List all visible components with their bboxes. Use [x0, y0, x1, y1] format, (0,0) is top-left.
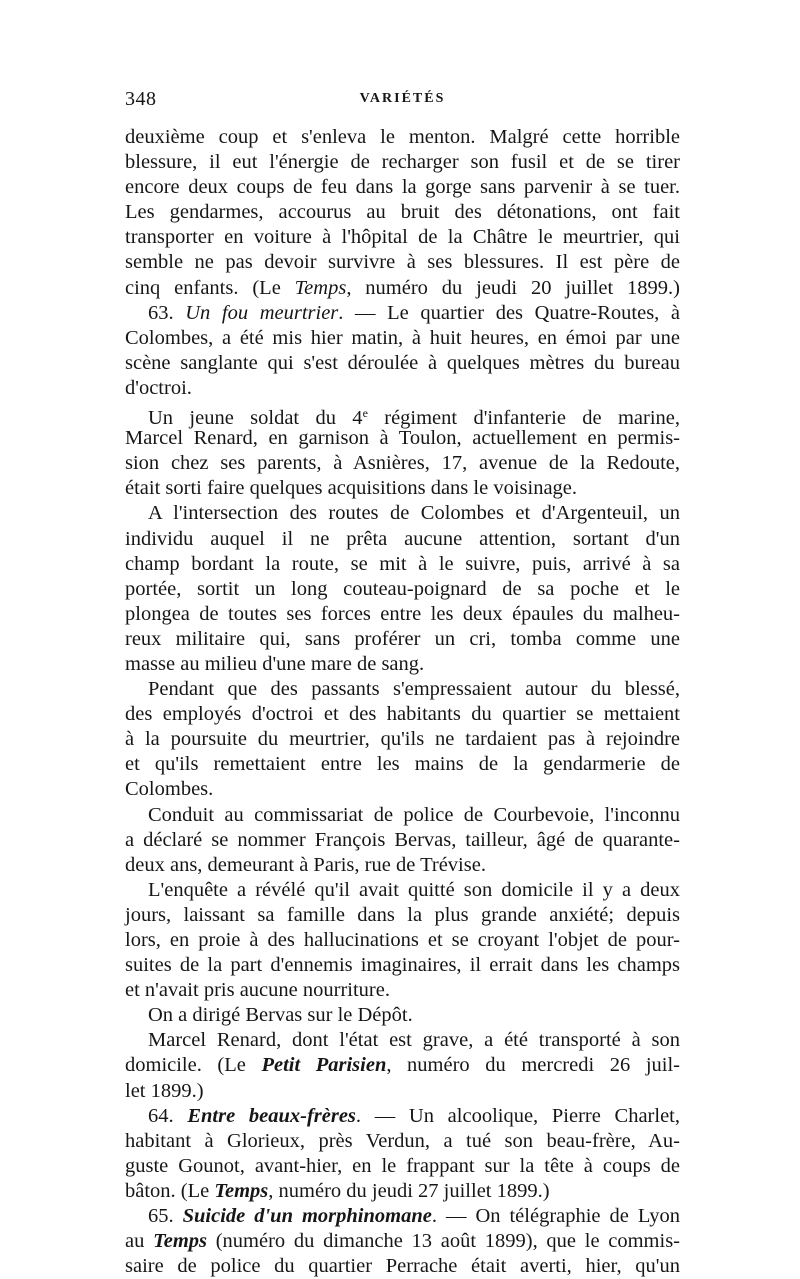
item-heading-line: 64. Entre beaux-frères. — Un alcoolique, Pierre Charlet,: [148, 1104, 680, 1127]
text-line: L'enquête a révélé qu'il avait quitté son domicile il y a deux: [148, 878, 680, 901]
text-line: individu auquel il ne prêta aucune attention, sortant d'un: [125, 527, 680, 550]
body-text: [125, 125, 680, 1279]
text-line: portée, sortit un long couteau-poignard de sa poche et le: [125, 577, 680, 600]
item-title: Un fou meurtrier: [185, 301, 339, 324]
publication-title: Temps: [214, 1179, 269, 1202]
text-line: Les gendarmes, accourus au bruit des détonations, ont fait: [125, 201, 680, 224]
running-head: [125, 88, 680, 116]
text-line: Colombes, a été mis hier matin, à huit heures, en émoi par une: [125, 326, 680, 349]
page-number: 348: [125, 88, 157, 110]
text-line: Conduit au commissariat de police de Courbevoie, l'inconnu: [148, 803, 680, 826]
text-line: blessure, il eut l'énergie de recharger son fusil et de se tirer: [125, 151, 680, 174]
text-line: reux militaire qui, sans proférer un cri, tomba comme une: [125, 627, 680, 650]
superscript: e: [362, 406, 368, 421]
text-line: let 1899.): [125, 1079, 204, 1102]
text-line: habitant à Glorieux, près Verdun, a tué son beau-frère, Au-: [125, 1129, 680, 1152]
publication-title: Petit Parisien: [261, 1054, 387, 1077]
text-line: A l'intersection des routes de Colombes et d'Argenteuil, un: [148, 502, 680, 525]
text-line: et qu'ils remettaient entre les mains de la gendarmerie de: [125, 753, 680, 776]
text-line: des employés d'octroi et des habitants du quartier se mettaient: [125, 703, 680, 726]
text-line: champ bordant la route, se mit à le suivre, puis, arrivé à sa: [125, 552, 680, 575]
text-line: transporter en voiture à l'hôpital de la Châtre le meurtrier, qui: [125, 226, 680, 249]
item-heading-line: 65. Suicide d'un morphinomane. — On télégraphie de Lyon: [148, 1205, 680, 1228]
item-title: Suicide d'un morphinomane: [182, 1205, 432, 1228]
publication-title: Temps: [153, 1230, 207, 1253]
publication-title: Temps: [294, 276, 347, 299]
text-line: semble ne pas devoir survivre à ses blessures. Il est père de: [125, 251, 680, 274]
item-heading-line: 63. Un fou meurtrier. — Le quartier des Quatre-Routes, à: [148, 301, 681, 324]
text-line: saire de police du quartier Perrache était averti, hier, qu'un: [125, 1255, 680, 1278]
section-title: VARIÉTÉS: [359, 91, 446, 106]
text-line: au Temps (numéro du dimanche 13 août 1899), que le commis-: [125, 1230, 680, 1253]
text-line: encore deux coups de feu dans la gorge sans parvenir à se tuer.: [125, 176, 680, 199]
text-line: était sorti faire quelques acquisitions dans le voisinage.: [125, 477, 578, 500]
text-line: scène sanglante qui s'est déroulée à quelques mètres du bureau: [125, 351, 680, 374]
item-title: Entre beaux-frères: [187, 1104, 356, 1127]
text-line: domicile. (Le Petit Parisien, numéro du mercredi 26 juil-: [125, 1054, 680, 1077]
text-line: cinq enfants. (Le Temps, numéro du jeudi 20 juillet 1899.): [125, 276, 680, 299]
text-line: Marcel Renard, en garnison à Toulon, actuellement en permis-: [125, 427, 680, 450]
text-line: plongea de toutes ses forces entre les deux épaules du malheu-: [125, 602, 680, 625]
text-line: masse au milieu d'une mare de sang.: [125, 652, 425, 675]
text-line: a déclaré se nommer François Bervas, tailleur, âgé de quarante-: [125, 828, 680, 851]
text-line: deux ans, demeurant à Paris, rue de Trévise.: [125, 853, 486, 876]
text-line: lors, en proie à des hallucinations et se croyant l'objet de pour-: [125, 929, 680, 951]
text-line: et n'avait pris aucune nourriture.: [125, 979, 390, 1002]
text-line: Un jeune soldat du 4e régiment d'infanterie de marine,: [148, 406, 681, 430]
text-line: deuxième coup et s'enleva le menton. Malgré cette horrible: [125, 126, 680, 148]
text-line: bâton. (Le Temps, numéro du jeudi 27 juillet 1899.): [125, 1179, 550, 1202]
text-line: Pendant que des passants s'empressaient autour du blessé,: [148, 678, 680, 701]
text-line: à la poursuite du meurtrier, qu'ils ne tardaient pas à rejoindre: [125, 728, 680, 751]
text-line: On a dirigé Bervas sur le Dépôt.: [148, 1004, 413, 1027]
text-line: suites de la part d'ennemis imaginaires, il errait dans les champs: [125, 954, 680, 977]
text-line: jours, laissant sa famille dans la plus grande anxiété; depuis: [125, 903, 680, 926]
text-line: Marcel Renard, dont l'état est grave, a été transporté à son: [148, 1029, 680, 1052]
text-line: d'octroi.: [125, 376, 192, 399]
text-line: sion chez ses parents, à Asnières, 17, avenue de la Redoute,: [125, 452, 680, 475]
text-line: Colombes.: [125, 778, 214, 801]
text-line: guste Gounot, avant-hier, en le frappant sur la tête à coups de: [125, 1154, 680, 1177]
